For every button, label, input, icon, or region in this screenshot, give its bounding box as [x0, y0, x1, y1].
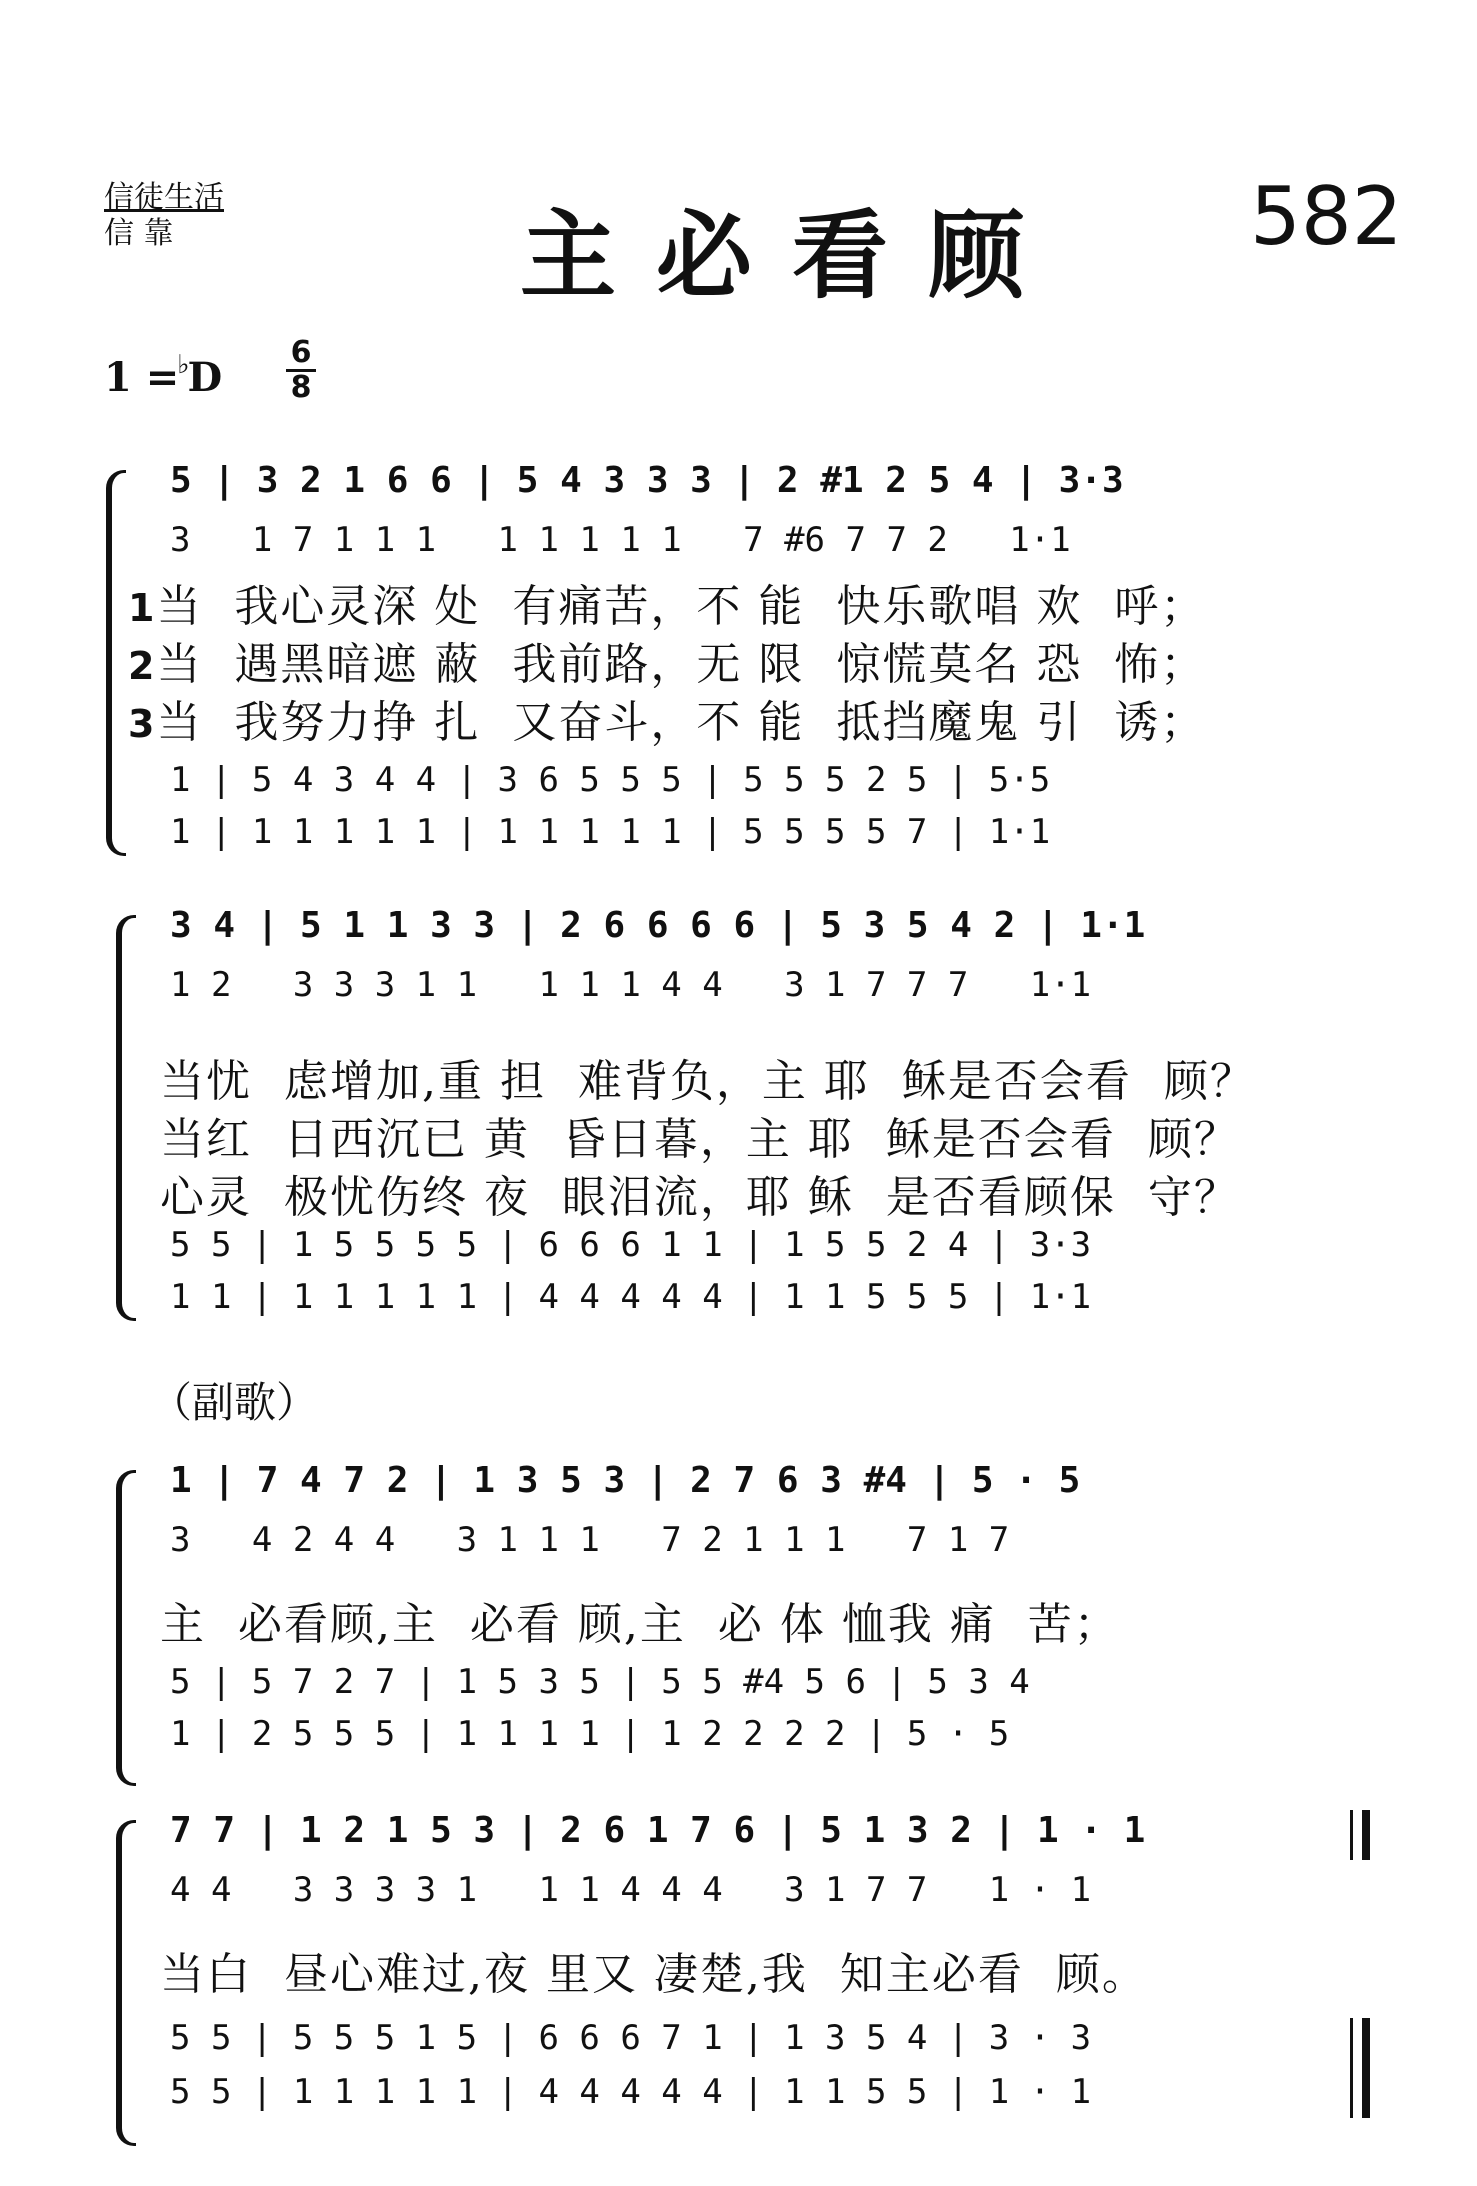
- melody-line: 1 | 7 4 7 2 | 1 3 5 3 | 2 7 6 3 #4 | 5 · 5: [170, 1460, 1081, 1501]
- lyric-chorus: 当白 昼心难过,夜 里又 凄楚,我 知主必看 顾。: [160, 1949, 1148, 2000]
- verse-number: 3: [128, 702, 157, 746]
- lyric-chorus: 主 必看顾,主 必看 顾,主 必 体 恤我 痛 苦；: [160, 1599, 1120, 1650]
- staff-brace: [116, 1470, 136, 1786]
- verse-number: 1: [128, 586, 157, 630]
- system-2: [100, 905, 1400, 1325]
- lyric-text: 当 我努力挣 扎 又奋斗，不 能 抵挡魔鬼 引 诱；: [156, 697, 1207, 748]
- final-barline: [1362, 1810, 1370, 1860]
- time-top: 6: [290, 335, 312, 370]
- system-3: [100, 1460, 1400, 1780]
- staff-brace: [116, 1820, 136, 2146]
- lyric-verse-1: [128, 570, 1206, 634]
- chorus-label: （副歌）: [150, 1378, 319, 1427]
- tenor-line: 5 5 | 5 5 5 1 5 | 6 6 6 7 1 | 1 3 5 4 | 3 · 3: [170, 2018, 1092, 2058]
- category-label: [104, 180, 224, 252]
- lyric-verse-3: 心灵 极忧伤终 夜 眼泪流，耶 稣 是否看顾保 守？: [160, 1172, 1240, 1223]
- final-barline: [1362, 2018, 1370, 2118]
- bass-line: 5 5 | 1 1 1 1 1 | 4 4 4 4 4 | 1 1 5 5 | 1 · 1: [170, 2072, 1092, 2112]
- lyric-verse-1: 当忧 虑增加,重 担 难背负，主 耶 稣是否会看 顾？: [160, 1056, 1256, 1107]
- bass-line: 1 1 | 1 1 1 1 1 | 4 4 4 4 4 | 1 1 5 5 5 | 1·1: [170, 1277, 1092, 1317]
- tenor-line: 5 | 5 7 2 7 | 1 5 3 5 | 5 5 #4 5 6 | 5 3 4: [170, 1662, 1030, 1702]
- time-bottom: 8: [290, 370, 312, 405]
- tenor-line: 1 | 5 4 3 4 4 | 3 6 5 5 5 | 5 5 5 2 5 | 5·5: [170, 760, 1051, 800]
- category-line2: 信 靠: [104, 216, 174, 251]
- alto-line: 1 2 3 3 3 1 1 1 1 1 4 4 3 1 7 7 7 1·1: [170, 965, 1092, 1005]
- verse-number: 2: [128, 644, 157, 688]
- alto-line: 3 4 2 4 4 3 1 1 1 7 2 1 1 1 7 1 7: [170, 1520, 1010, 1560]
- melody-line: 7 7 | 1 2 1 5 3 | 2 6 1 7 6 | 5 1 3 2 | 1 · 1: [170, 1810, 1146, 1851]
- category-line1: 信徒生活: [104, 180, 224, 215]
- alto-line: 4 4 3 3 3 3 1 1 1 4 4 4 3 1 7 7 1 · 1: [170, 1870, 1092, 1910]
- alto-line: 3 1 7 1 1 1 1 1 1 1 1 7 #6 7 7 2 1·1: [170, 520, 1071, 560]
- lyric-verse-2: [128, 628, 1206, 692]
- page-title: 主必看顾: [520, 199, 1064, 312]
- flat-icon: ♭: [177, 350, 190, 380]
- barline: [1350, 1810, 1353, 1860]
- barline: [1350, 2018, 1353, 2118]
- time-signature: [286, 335, 316, 405]
- melody-line: 3 4 | 5 1 1 3 3 | 2 6 6 6 6 | 5 3 5 4 2 | 1·1: [170, 905, 1146, 946]
- key-name: D: [187, 354, 223, 401]
- key-prefix: 1 =: [104, 354, 180, 401]
- staff-brace: [116, 915, 136, 1321]
- tenor-line: 5 5 | 1 5 5 5 5 | 6 6 6 1 1 | 1 5 5 2 4 | 3·3: [170, 1225, 1092, 1265]
- bass-line: 1 | 1 1 1 1 1 | 1 1 1 1 1 | 5 5 5 5 7 | 1·1: [170, 812, 1051, 852]
- hymn-number: 582: [1250, 170, 1403, 263]
- staff-brace: [106, 470, 126, 856]
- lyric-verse-2: 当红 日西沉已 黄 昏日暮，主 耶 稣是否会看 顾？: [160, 1114, 1240, 1165]
- lyric-verse-3: [128, 686, 1206, 750]
- system-4: [100, 1810, 1400, 2150]
- lyric-text: 当 遇黑暗遮 蔽 我前路，无 限 惊慌莫名 恐 怖；: [156, 639, 1207, 690]
- system-1: [100, 460, 1400, 860]
- bass-line: 1 | 2 5 5 5 | 1 1 1 1 | 1 2 2 2 2 | 5 · 5: [170, 1714, 1010, 1754]
- melody-line: 5 | 3 2 1 6 6 | 5 4 3 3 3 | 2 #1 2 5 4 | 3·3: [170, 460, 1124, 501]
- key-signature: [104, 350, 222, 401]
- lyric-text: 当 我心灵深 处 有痛苦，不 能 快乐歌唱 欢 呼；: [156, 581, 1207, 632]
